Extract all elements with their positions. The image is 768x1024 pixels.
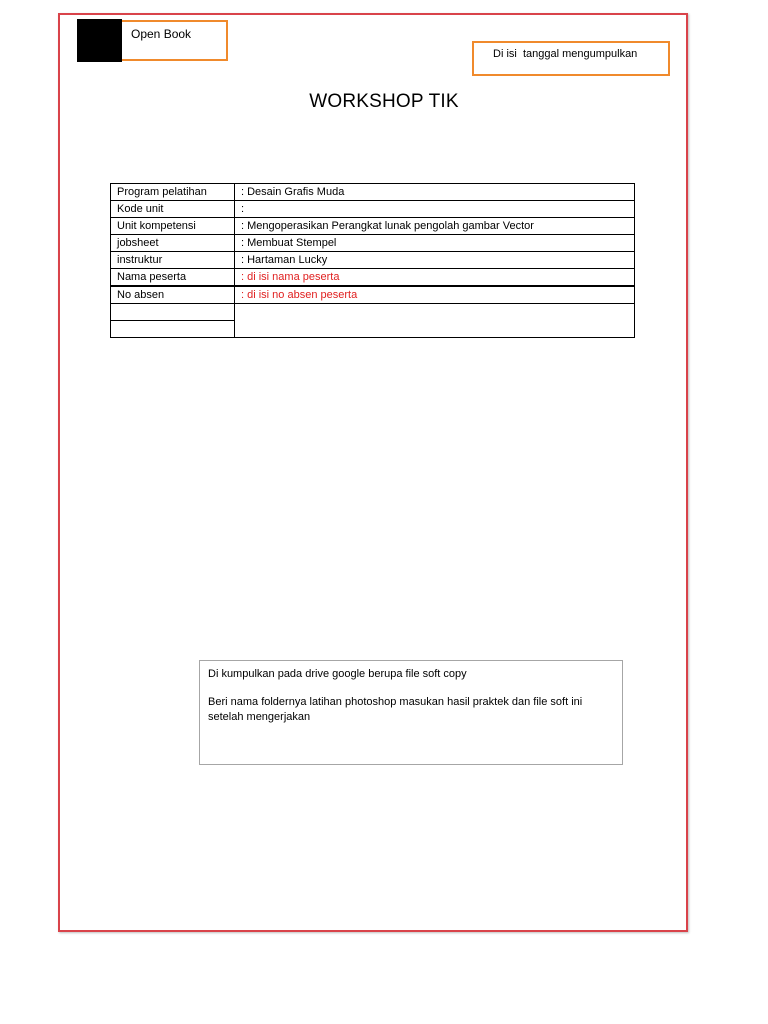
row-value: : [235, 201, 635, 218]
table-row [111, 218, 635, 235]
row-label: Nama peserta [111, 269, 235, 287]
row-value: : Hartaman Lucky [235, 252, 635, 269]
table-row [111, 252, 635, 269]
row-label: instruktur [111, 252, 235, 269]
empty-value-cell [235, 304, 635, 338]
submission-date-label: Di isi tanggal mengumpulkan [493, 48, 638, 60]
table-row [111, 235, 635, 252]
row-value: : Mengoperasikan Perangkat lunak pengolah gambar Vector [235, 218, 635, 235]
row-label: jobsheet [111, 235, 235, 252]
black-square-marker [77, 19, 122, 62]
row-value: : Desain Grafis Muda [235, 184, 635, 201]
table-row [111, 269, 635, 287]
row-label: No absen [111, 286, 235, 304]
page-frame [58, 13, 688, 932]
info-table [110, 183, 635, 338]
note-line-2: Beri nama foldernya latihan photoshop masukan hasil praktek dan file soft ini setelah mengerjakan [208, 696, 583, 723]
row-label: Program pelatihan [111, 184, 235, 201]
table-row [111, 184, 635, 201]
row-label: Unit kompetensi [111, 218, 235, 235]
page-title: WORKSHOP TIK [309, 91, 459, 112]
row-value-placeholder: : di isi nama peserta [235, 269, 635, 287]
row-value-placeholder: : di isi no absen peserta [235, 286, 635, 304]
row-value: : Membuat Stempel [235, 235, 635, 252]
table-row [111, 286, 635, 304]
empty-label-cell [111, 321, 235, 338]
empty-label-cell [111, 304, 235, 321]
open-book-label: Open Book [131, 27, 192, 41]
table-row [111, 201, 635, 218]
table-row-empty [111, 304, 635, 321]
instruction-note-box [199, 660, 623, 765]
note-line-1: Di kumpulkan pada drive google berupa file soft copy [208, 668, 467, 680]
row-label: Kode unit [111, 201, 235, 218]
